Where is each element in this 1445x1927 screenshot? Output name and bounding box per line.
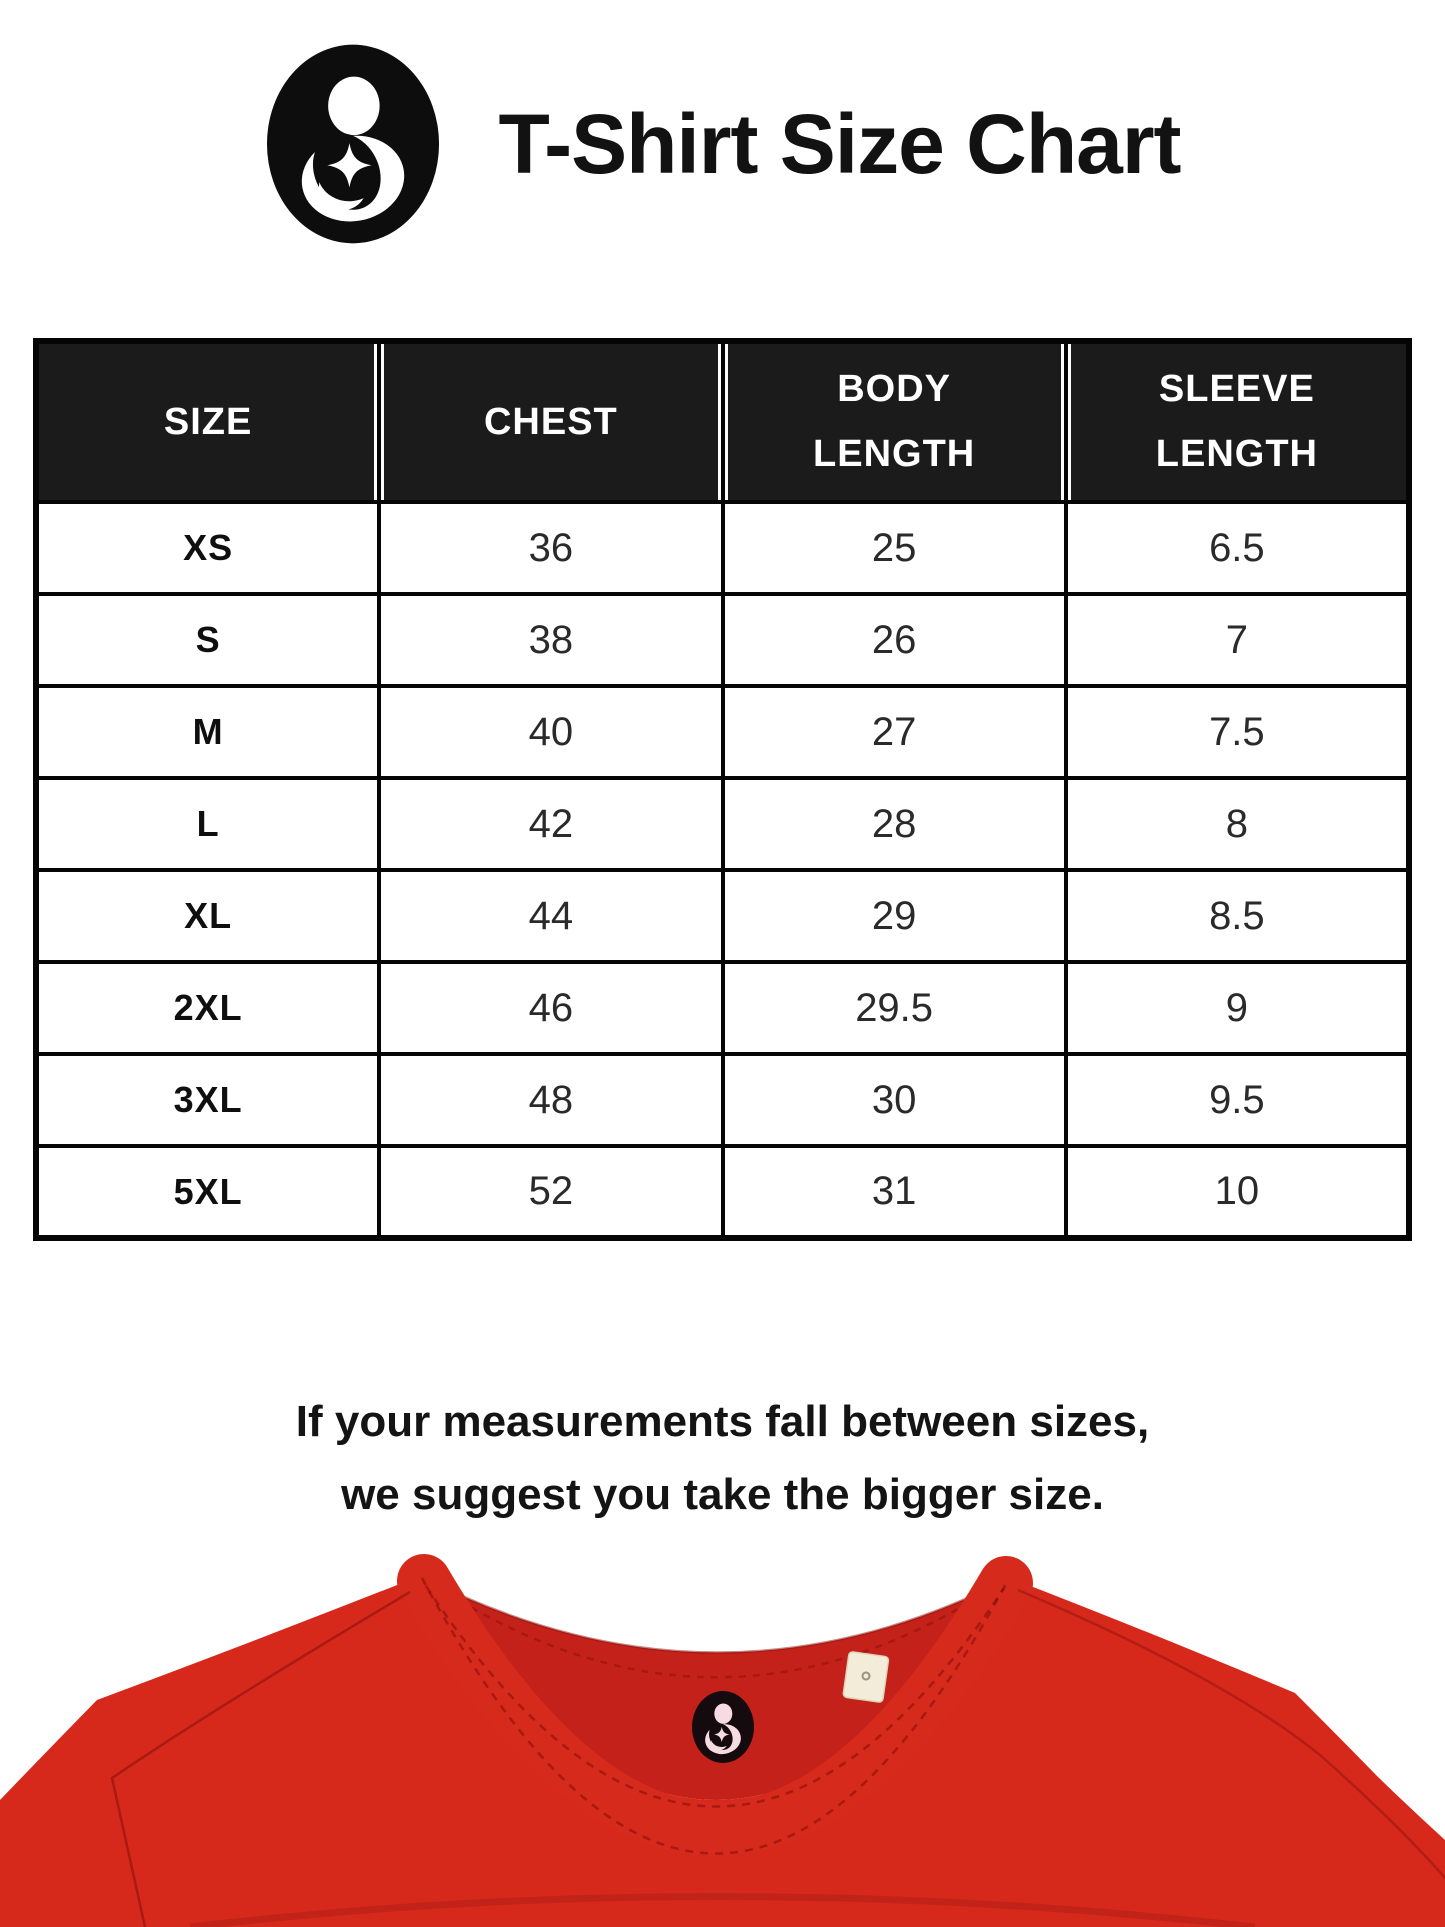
column-header-sleeve-length [1066,341,1409,502]
body-length-cell: 29 [723,870,1066,962]
size-cell: 5XL [36,1146,379,1238]
tshirt-photo [0,1548,1445,1927]
body-length-cell: 25 [723,502,1066,594]
table-header-row [36,341,1409,502]
size-cell: S [36,594,379,686]
chest-cell: 48 [379,1054,722,1146]
table-row [36,594,1409,686]
table-row [36,962,1409,1054]
sleeve-length-cell: 6.5 [1066,502,1409,594]
size-cell: XL [36,870,379,962]
size-cell: L [36,778,379,870]
column-header-body-length [723,341,1066,502]
table-row [36,502,1409,594]
brand-header [0,40,1445,248]
sleeve-length-cell: 8 [1066,778,1409,870]
column-header-sleeve-length-label: SLEEVE LENGTH [1155,368,1318,475]
mother-baby-logo-icon [264,42,442,246]
chest-cell: 36 [379,502,722,594]
column-header-chest-label: CHEST [483,400,618,443]
table-row [36,778,1409,870]
chest-cell: 38 [379,594,722,686]
chest-cell: 46 [379,962,722,1054]
table-row [36,1146,1409,1238]
sleeve-length-cell: 9.5 [1066,1054,1409,1146]
table-row [36,870,1409,962]
body-length-cell: 29.5 [723,962,1066,1054]
body-length-cell: 28 [723,778,1066,870]
sleeve-length-cell: 10 [1066,1146,1409,1238]
chest-cell: 52 [379,1146,722,1238]
sleeve-length-cell: 8.5 [1066,870,1409,962]
column-header-size-label: SIZE [163,400,253,443]
table-row [36,1054,1409,1146]
column-header-body-length-label: BODY LENGTH [813,368,976,475]
body-length-cell: 26 [723,594,1066,686]
sizing-note-line-2: we suggest you take the bigger size. [341,1470,1104,1520]
column-header-chest [379,341,722,502]
table-row [36,686,1409,778]
size-cell: 3XL [36,1054,379,1146]
column-header-size [36,341,379,502]
body-length-cell: 31 [723,1146,1066,1238]
size-cell: XS [36,502,379,594]
sleeve-length-cell: 7.5 [1066,686,1409,778]
page-title: T-Shirt Size Chart [498,96,1181,191]
size-cell: 2XL [36,962,379,1054]
sleeve-length-cell: 9 [1066,962,1409,1054]
sizing-note-line-1: If your measurements fall between sizes, [295,1397,1150,1446]
care-tag [843,1651,889,1702]
sizing-note [0,1385,1445,1531]
chest-cell: 44 [379,870,722,962]
tshirt-collar-illustration [0,1548,1445,1927]
size-table [33,338,1412,1241]
body-length-cell: 30 [723,1054,1066,1146]
neck-label-logo-icon [692,1691,754,1763]
chest-cell: 42 [379,778,722,870]
chest-cell: 40 [379,686,722,778]
sleeve-length-cell: 7 [1066,594,1409,686]
body-length-cell: 27 [723,686,1066,778]
size-cell: M [36,686,379,778]
